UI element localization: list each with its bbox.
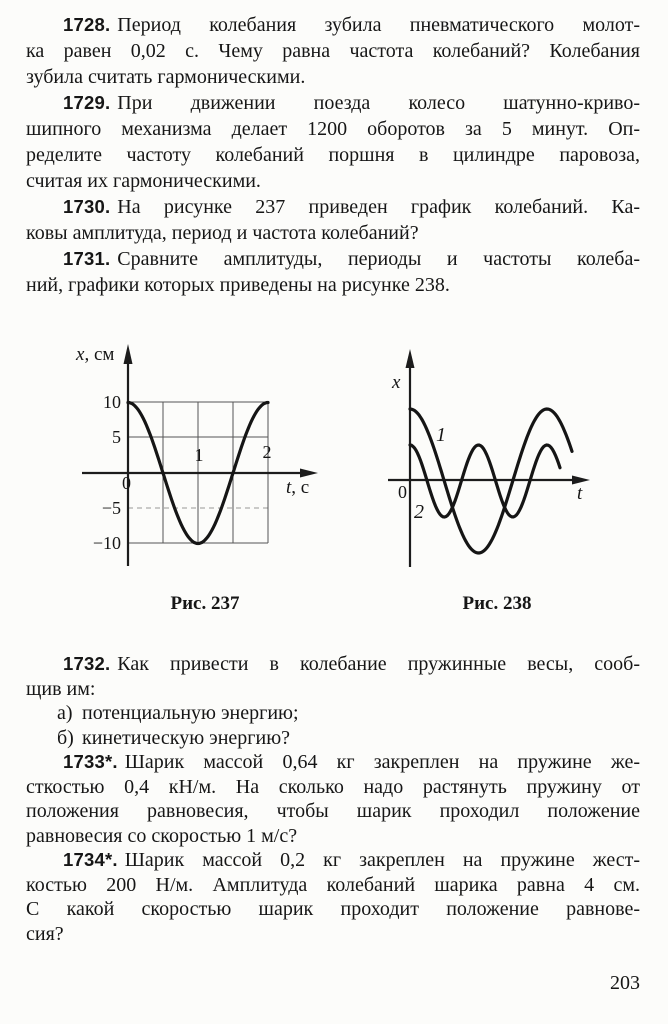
text-line: ний, графики которых приведены на рисунке 238.	[26, 274, 450, 296]
problems-lower-block	[26, 652, 640, 946]
y-tick-neg10: −10	[92, 533, 121, 553]
text-segment: Как привести в колебание пружинные весы, сооб-	[117, 653, 640, 675]
figure-238	[388, 349, 590, 614]
problem-number: 1730.	[63, 196, 111, 217]
y-tick-5: 5	[112, 427, 121, 447]
curve-label-2: 2	[414, 501, 424, 523]
problem-1732	[26, 652, 640, 750]
problem-1733	[26, 750, 640, 848]
y-tick-neg5: −5	[101, 498, 121, 518]
text-segment: Период колебания зубила пневматического молот-	[117, 14, 640, 36]
text-line: С какой скоростью шарик проходит положение равнове-	[26, 898, 640, 920]
problem-number: 1728.	[63, 14, 111, 35]
text-line: щив им:	[26, 677, 96, 700]
text-line: зубила считать гармоническими.	[26, 66, 306, 88]
text-segment: потенциальную энергию;	[82, 702, 299, 724]
figure-caption-237: Рис. 237	[170, 593, 240, 614]
text-segment: Сравните амплитуды, периоды и частоты колеба-	[117, 248, 640, 270]
origin-label: 0	[122, 473, 131, 493]
list-marker: б)	[57, 726, 74, 749]
text-segment: На рисунке 237 приведен график колебаний. Ка-	[117, 196, 640, 218]
problem-number: 1733*.	[63, 751, 118, 772]
x-tick-1: 1	[194, 445, 204, 465]
origin-label: 0	[398, 482, 407, 502]
y-axis-label: x	[392, 372, 401, 393]
list-item	[26, 701, 640, 726]
text-line: равновесия со скоростью 1 м/с?	[26, 824, 298, 847]
list-item	[26, 726, 640, 751]
problem-number: 1731.	[63, 248, 111, 269]
y-axis-arrow-icon	[124, 344, 133, 364]
text-line: сия?	[26, 922, 64, 945]
y-axis-arrow-icon	[406, 349, 415, 368]
problem-number: 1734*.	[63, 849, 118, 870]
problem-number: 1732.	[63, 653, 111, 674]
text-line: ределите частоту колебаний поршня в цилиндре паровоза,	[26, 144, 640, 166]
text-line	[26, 750, 640, 775]
figure-caption-238: Рис. 238	[462, 593, 532, 614]
text-segment: Шарик массой 0,64 кг закреплен на пружине же-	[124, 751, 640, 773]
y-tick-10: 10	[103, 392, 121, 412]
curve-label-1: 1	[436, 424, 446, 446]
text-line: ка равен 0,02 с. Чему равна частота колебаний? Колебания	[26, 40, 640, 62]
problem-1734	[26, 848, 640, 946]
list-marker: а)	[57, 702, 73, 724]
text-line	[26, 652, 640, 677]
text-segment: Шарик массой 0,2 кг закреплен на пружине жест-	[124, 849, 640, 871]
page-number: 203	[610, 972, 640, 994]
text-line	[26, 848, 640, 873]
text-segment: При движении поезда колесо шатунно-криво-	[117, 92, 640, 114]
x-tick-2: 2	[262, 442, 272, 462]
text-segment: кинетическую энергию?	[82, 726, 291, 749]
figure-237	[75, 344, 318, 614]
x-axis-label: t, с	[286, 477, 310, 498]
text-line: сткостью 0,4 кН/м. На сколько надо растянуть пружину от	[26, 775, 640, 798]
y-axis-label: x, см	[76, 344, 115, 365]
text-line: положения равновесия, чтобы шарик проходил положение	[26, 800, 640, 822]
text-line: считая их гармоническими.	[26, 170, 261, 192]
x-axis-label: t	[577, 483, 583, 504]
text-line: костью 200 Н/м. Амплитуда колебаний шарика равна 4 см.	[26, 873, 640, 896]
text-line: шипного механизма делает 1200 оборотов за 5 минут. Оп-	[26, 118, 640, 140]
text-line: ковы амплитуда, период и частота колебаний?	[26, 222, 419, 244]
problem-number: 1729.	[63, 92, 111, 113]
